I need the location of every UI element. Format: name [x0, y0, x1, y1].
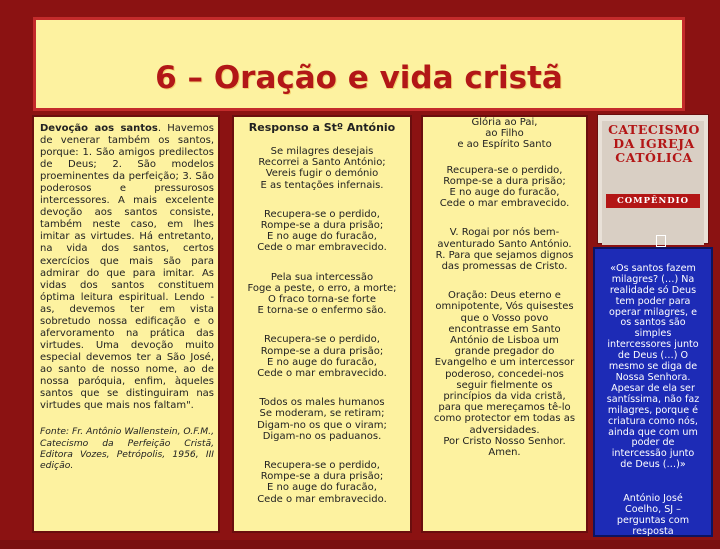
book-stamp-icon	[656, 235, 666, 247]
responso-stanza-6: Recupera-se o perdido, Rompe-se a dura prisão; E no auge do furacão, Cede o mar embravecido.	[257, 460, 387, 505]
book-title-line-2: DA IGREJA	[613, 136, 695, 151]
slide-title: 6 – Oração e vida cristã	[155, 60, 563, 96]
book-cover	[602, 121, 704, 245]
devotion-body: . Havemos de venerar também os santos, porque: 1. São amigos predilectos de Deus; 2. São modelos proeminentes da perfeição; 3. São poderosos e pressurosos intercessores. A mais excelente devoção aos santos consiste, também neste caso, em lhes imitar as virtudes. Há entretanto, na vida dos santos, certos exercícios que mais são para admirar do que para imitar. As vidas dos santos constituem óptima leitura espiritual. Lendo -as, devemos ter em vista sobretudo nossa edificação e o afervoramento na prática das virtudes. Uma devoção muito especial devemos ter a São José, ao santo de nosso nome, ao de nossa paróquia, enfim, àqueles santos que se distinguiram nas virtudes que mais nos faltam".	[40, 123, 214, 412]
prayer-refrain: Recupera-se o perdido, Rompe-se a dura prisão; E no auge do furacão, Cede o mar embravecido.	[439, 164, 570, 210]
responso-stanza-1: Se milagres desejais Recorrei a Santo António; Vereis fugir o demónio E as tentações infernais.	[258, 146, 386, 191]
book-title-line-3: CATÓLICA	[615, 150, 693, 165]
responso-stanza-3: Pela sua intercessão Foge a peste, o erro, a morte; O fraco torna-se forte E torna-se o enfermo são.	[247, 271, 397, 317]
versicle-response: V. Rogai por nós bem- aventurado Santo António. R. Para que sejamos dignos das promessas de Cristo.	[435, 227, 574, 273]
quote-box	[593, 247, 713, 537]
title-banner	[33, 17, 685, 111]
quote-text: «Os santos fazem milagres? (…) Na realidade só Deus tem poder para operar milagres, e os santos são simples intercessores junto de Deus (…) O mesmo se diga de Nossa Senhora. Apesar de ela ser santíssima, não faz milagres, porque é criatura como nós, ainda que com um poder de intercessão junto de Deus (…)»	[606, 262, 700, 471]
devotion-lead: Devoção aos santos	[40, 123, 158, 134]
responso-stanza-4: Recupera-se o perdido, Rompe-se a dura prisão; E no auge do furacão, Cede o mar embravecido.	[257, 334, 387, 380]
book-band: COMPÊNDIO	[606, 194, 700, 208]
column-devotion	[32, 115, 220, 533]
book-title	[608, 123, 700, 165]
quote-author: António José Coelho, SJ – perguntas com resposta	[616, 493, 690, 537]
doxology: Glória ao Pai, ao Filho e ao Espírito Santo	[457, 117, 552, 151]
oration: Oração: Deus eterno e omnipotente, Vós quisestes que o Vosso povo encontrasse em Santo António de Lisboa um grande pregador do Evangelho e um intercessor poderoso, concedei-nos seguir fielmente os princípios da vida cristã, para que mereçamos tê-lo como protector em todas as adversidades. Por Cristo Nosso Senhor. Amen.	[433, 290, 576, 459]
devotion-source: Fonte: Fr. Antônio Wallenstein, O.F.M., Catecismo da Perfeição Cristã, Editora Vozes, Petrópolis, 1956, III edição.	[40, 426, 214, 472]
catechism-book-image	[597, 114, 709, 244]
responso-heading: Responso a Stº António	[248, 121, 396, 134]
responso-stanza-2: Recupera-se o perdido, Rompe-se a dura prisão; E no auge do furacão, Cede o mar embravecido.	[257, 208, 387, 254]
book-title-line-1: CATECISMO	[608, 122, 700, 137]
column-responso	[232, 115, 412, 533]
column-prayer	[421, 115, 588, 533]
responso-stanza-5: Todos os males humanos Se moderam, se retiram; Digam-no os que o viram; Digam-no os paduanos.	[257, 397, 387, 442]
devotion-text	[40, 123, 214, 412]
